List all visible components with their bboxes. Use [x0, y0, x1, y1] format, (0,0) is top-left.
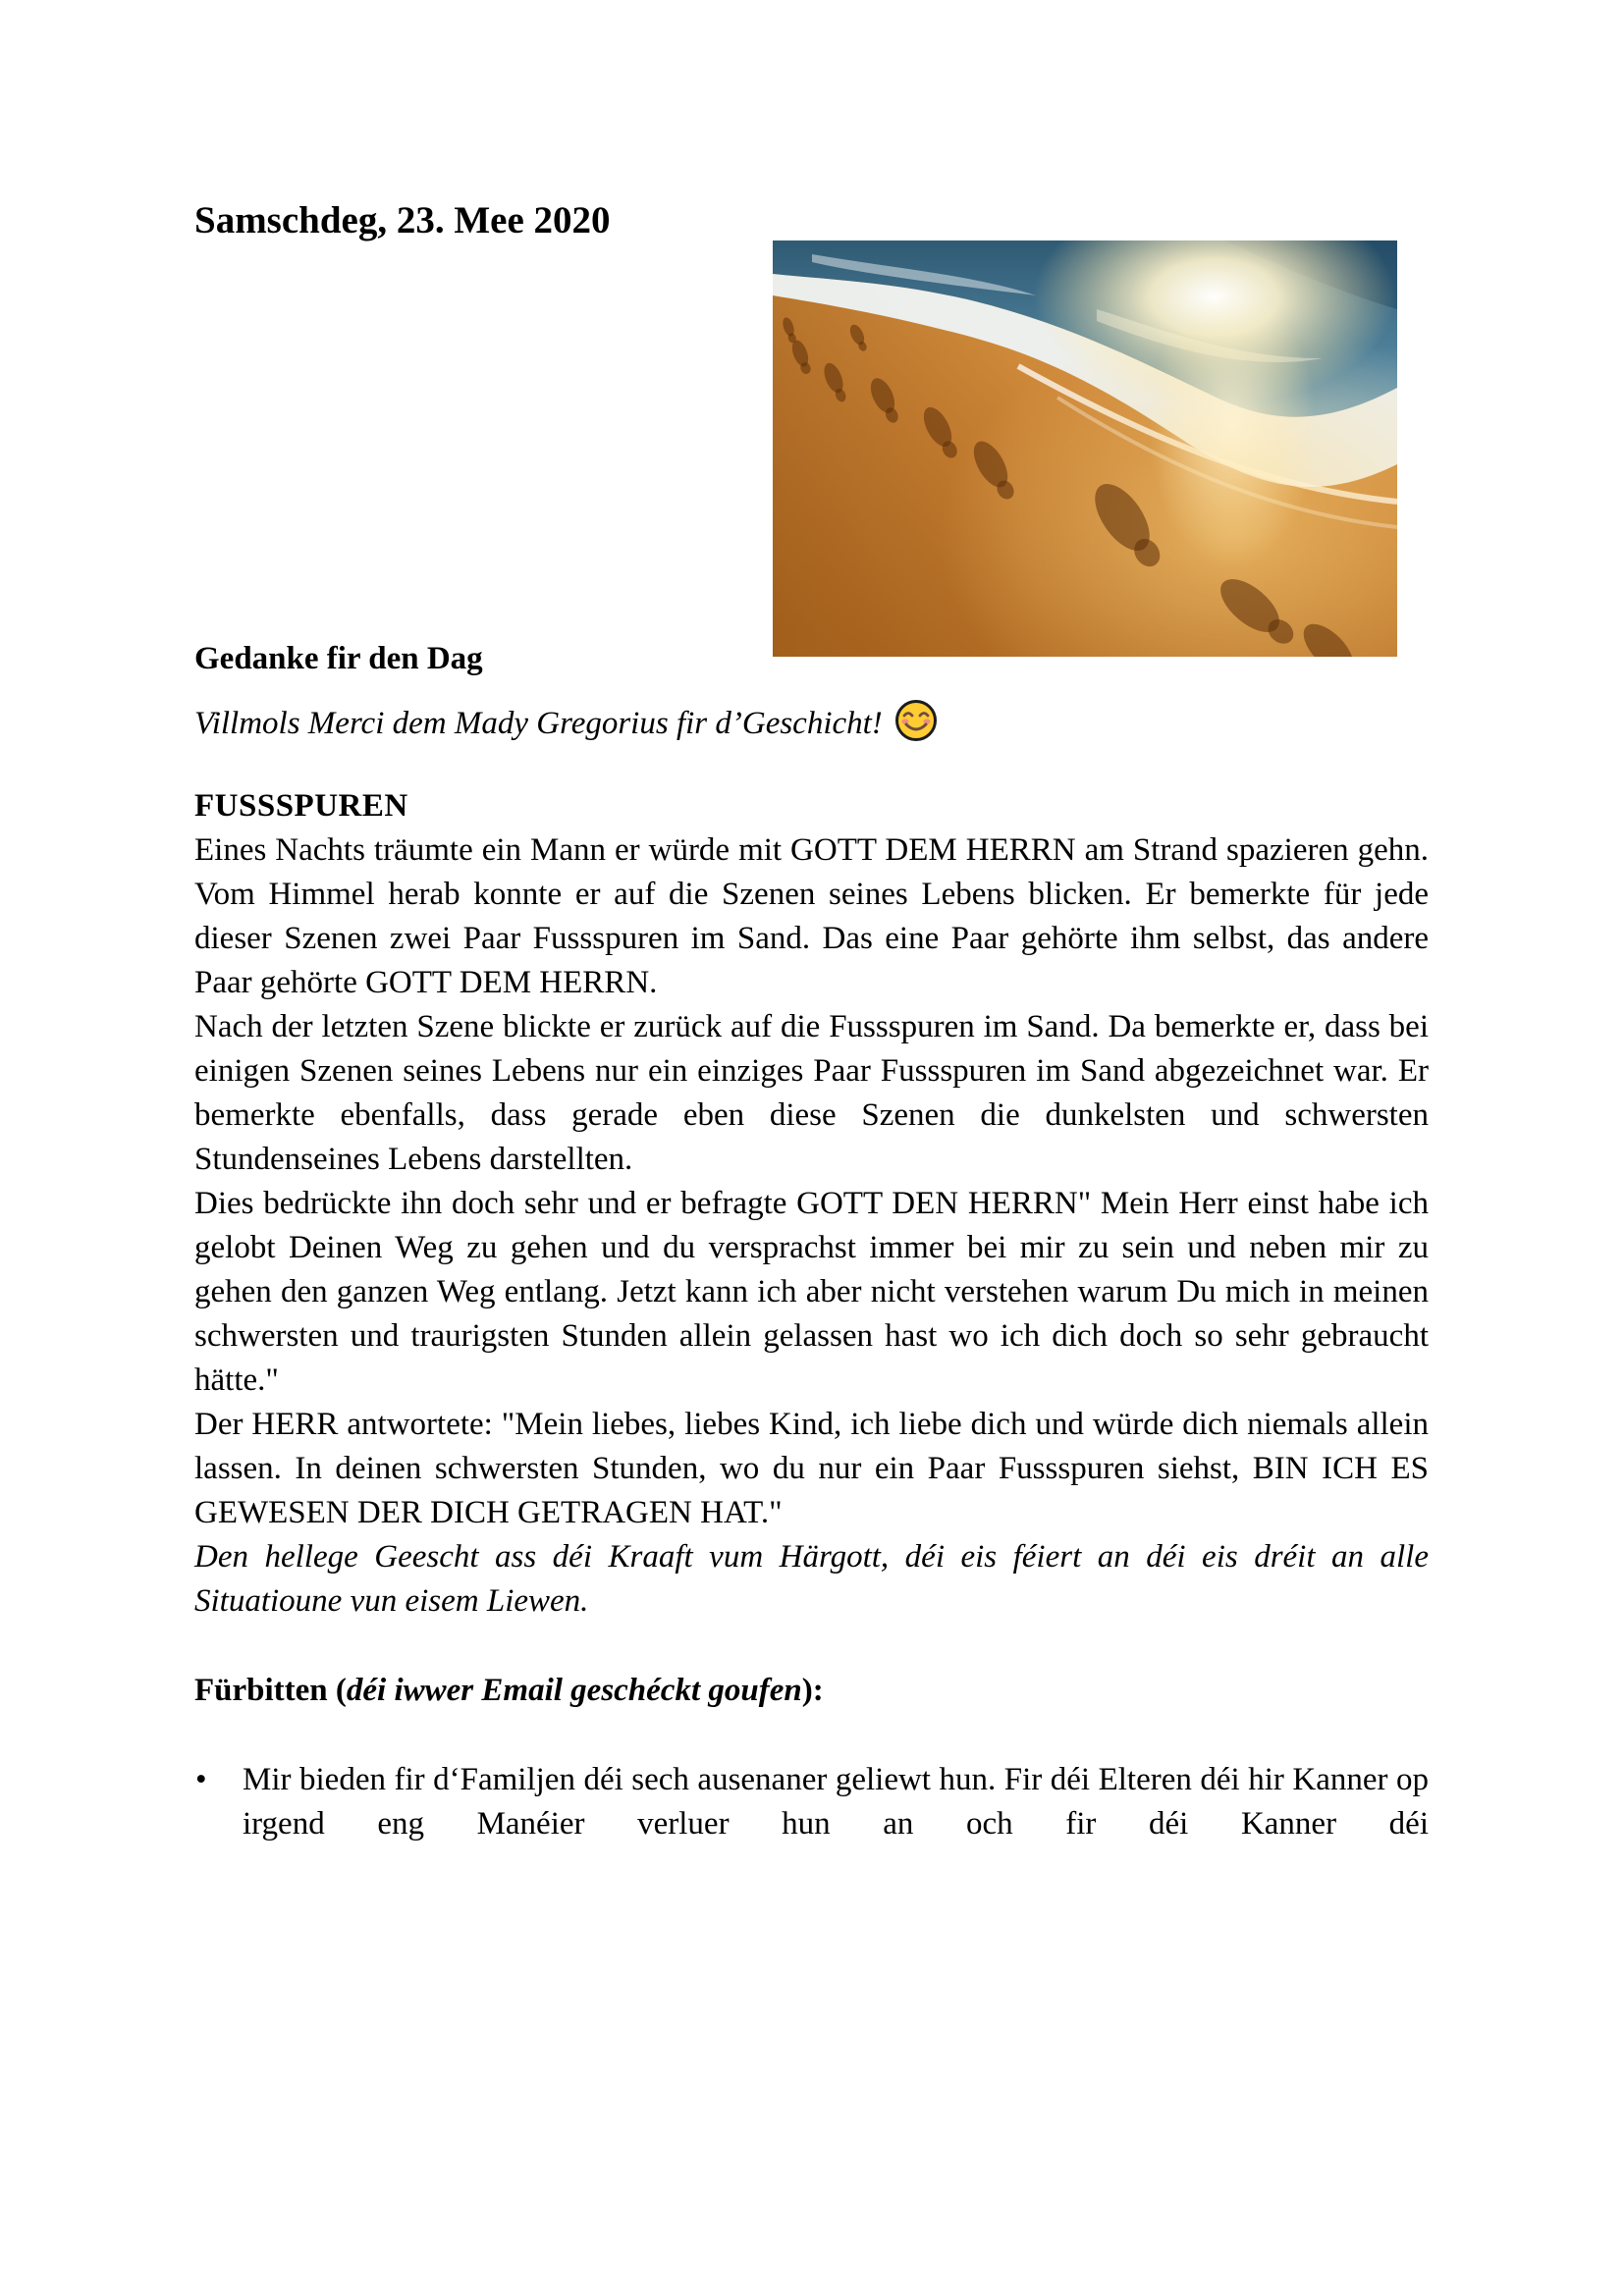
intercessions-heading-suffix: ):	[801, 1673, 824, 1708]
story-paragraph-4: Der HERR antwortete: "Mein liebes, liebes Kind, ich liebe dich und würde dich niemals allein lassen. In deinen schwersten Stunden, wo du nur ein Paar Fussspuren siehst, BIN ICH ES GEWESEN DER DICH GETRAGEN HAT."	[194, 1407, 1429, 1530]
story-paragraph-3: Dies bedrückte ihn doch sehr und er befragte GOTT DEN HERRN" Mein Herr einst habe ich gelobt Deinen Weg zu gehen und du versprachst immer bei mir zu sein und neben mir zu gehen den ganzen Weg entlang. Jetzt kann ich aber nicht verstehen warum Du mich in meinen schwersten und traurigsten Stunden allein gelassen hast wo ich dich doch so sehr gebraucht hätte."	[194, 1186, 1429, 1398]
story-heading: FUSSSPUREN	[194, 788, 408, 824]
intercessions-heading-italic: déi iwwer Email geschéckt goufen	[346, 1673, 802, 1708]
intercessions-heading	[194, 1669, 1429, 1713]
thanks-line	[194, 699, 1429, 746]
document-content	[194, 0, 1429, 1846]
thought-of-the-day-heading: Gedanke fir den Dag	[194, 641, 483, 676]
smiling-face-emoji-icon	[894, 699, 938, 742]
bullet-item-text: Mir bieden fir d‘Familjen déi sech ausenaner geliewt hun. Fir déi Elteren déi hir Kanner op irgend eng Manéier verluer hun an och fir déi Kanner déi	[243, 1762, 1429, 1842]
spirit-note: Den hellege Geescht ass déi Kraaft vum Härgott, déi eis féiert an déi eis dréit an alle Situatioune vun eisem Liewen.	[194, 1539, 1429, 1619]
bullet-list	[194, 1758, 1429, 1846]
bullet-marker-icon: •	[195, 1762, 207, 1797]
bullet-item	[194, 1758, 1429, 1846]
intercessions-heading-prefix: Fürbitten (	[194, 1673, 347, 1708]
story-paragraph-2: Nach der letzten Szene blickte er zurück auf die Fussspuren im Sand. Da bemerkte er, dass bei einigen Szenen seines Lebens nur ein einziges Paar Fussspuren im Sand abgezeichnet war. Er bemerkte ebenfalls, dass gerade eben diese Szenen die dunkelsten und schwersten Stundenseines Lebens darstellten.	[194, 1009, 1429, 1177]
story-paragraph-1: Eines Nachts träumte ein Mann er würde mit GOTT DEM HERRN am Strand spazieren gehn. Vom Himmel herab konnte er auf die Szenen seines Lebens blicken. Er bemerkte für jede dieser Szenen zwei Paar Fussspuren im Sand. Das eine Paar gehörte ihm selbst, das andere Paar gehörte GOTT DEM HERRN.	[194, 832, 1429, 1000]
thanks-line-text: Villmols Merci dem Mady Gregorius fir d’Geschicht!	[194, 706, 883, 741]
date-title: Samschdeg, 23. Mee 2020	[194, 199, 611, 241]
